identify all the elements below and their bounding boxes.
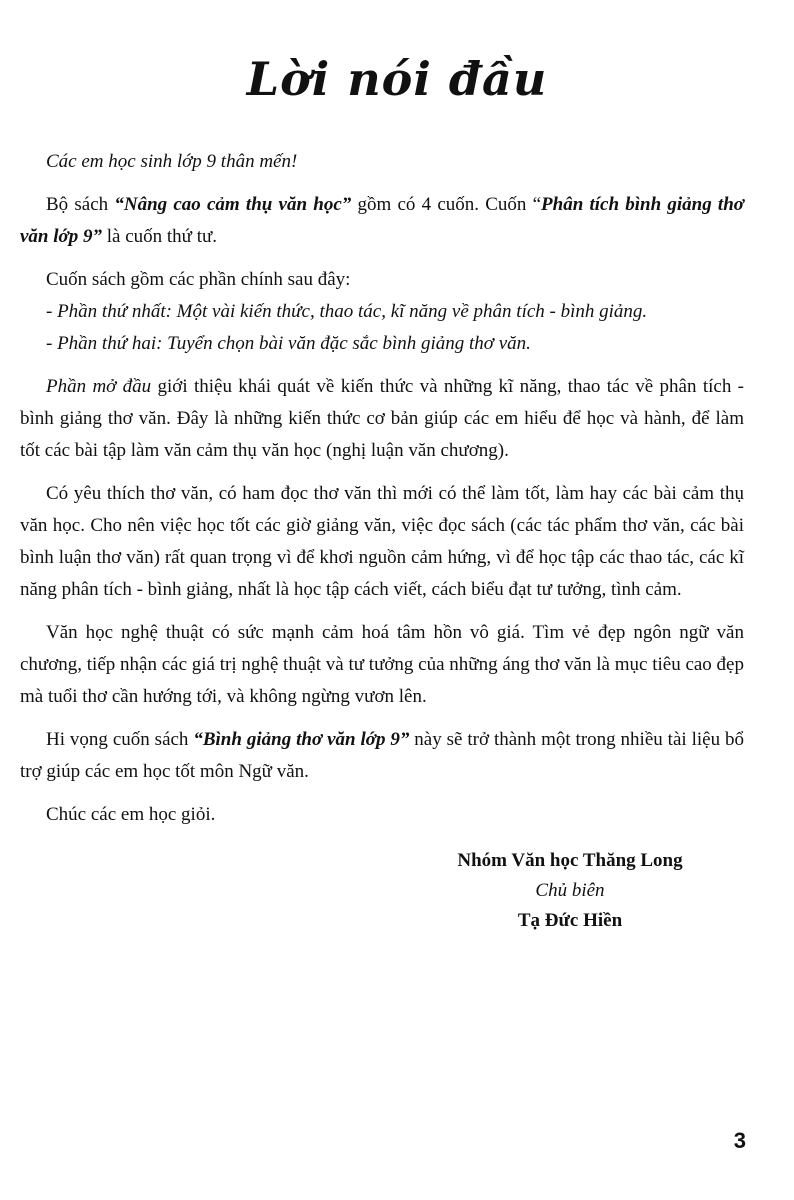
signature-role: Chủ biên bbox=[535, 880, 605, 901]
greeting: Các em học sinh lớp 9 thân mến! bbox=[46, 151, 298, 172]
intro-paragraph: Bộ sách “Nâng cao cảm thụ văn học” gồm có 4 cuốn. Cuốn “Phân tích bình giảng thơ văn lớp 9” là cuốn thứ tư. bbox=[20, 194, 744, 247]
opening-paragraph: Phần mở đầu giới thiệu khái quát về kiến thức và những kĩ năng, thao tác về phân tích - bình giảng thơ văn. Đây là những kiến thức cơ bản giúp các em hiểu để học và hành, để làm tốt các bài tập làm văn cảm thụ văn học (nghị luận văn chương). bbox=[20, 376, 744, 461]
list-item: - Phần thứ nhất: Một vài kiến thức, thao tác, kĩ năng về phân tích - bình giảng. bbox=[46, 301, 648, 322]
love-paragraph: Có yêu thích thơ văn, có ham đọc thơ văn thì mới có thể làm tốt, làm hay các bài cảm thụ văn học. Cho nên việc học tốt các giờ giảng văn, việc đọc sách (các tác phẩm thơ văn, các bài bình luận thơ văn) rất quan trọng vì để khơi nguồn cảm hứng, vì để học tập các thao tác, các kĩ năng phân tích - bình giảng, nhất là học tập cách viết, cách biểu đạt tư tưởng, tình cảm. bbox=[20, 483, 744, 600]
hope-book-title: “Bình giảng thơ văn lớp 9” bbox=[193, 729, 410, 750]
book-title: Phân tích bình giảng thơ văn lớp 9” bbox=[20, 194, 744, 247]
page-number: 3 bbox=[733, 1128, 746, 1153]
series-title: “Nâng cao cảm thụ văn học” bbox=[114, 194, 352, 215]
body-text bbox=[20, 146, 744, 842]
hope-paragraph: Hi vọng cuốn sách “Bình giảng thơ văn lớp 9” này sẽ trở thành một trong nhiều tài liệu bổ trợ giúp các em học tốt môn Ngữ văn. bbox=[20, 729, 744, 782]
art-paragraph: Văn học nghệ thuật có sức mạnh cảm hoá tâm hồn vô giá. Tìm vẻ đẹp ngôn ngữ văn chương, tiếp nhận các giá trị nghệ thuật và tư tưởng của những áng thơ văn là mục tiêu cao đẹp mà tuổi thơ cần hướng tới, và không ngừng vươn lên. bbox=[20, 622, 744, 707]
signature-org: Nhóm Văn học Thăng Long bbox=[457, 850, 683, 871]
opening-lead: Phần mở đầu bbox=[46, 376, 152, 397]
page-title: Lời nói đầu bbox=[246, 52, 548, 106]
contents-intro: Cuốn sách gồm các phần chính sau đây: bbox=[46, 269, 351, 290]
closing-line: Chúc các em học giỏi. bbox=[46, 804, 216, 825]
signature-block bbox=[400, 846, 740, 936]
list-item: - Phần thứ hai: Tuyển chọn bài văn đặc sắc bình giảng thơ văn. bbox=[46, 333, 531, 354]
signature-name: Tạ Đức Hiền bbox=[517, 910, 623, 931]
